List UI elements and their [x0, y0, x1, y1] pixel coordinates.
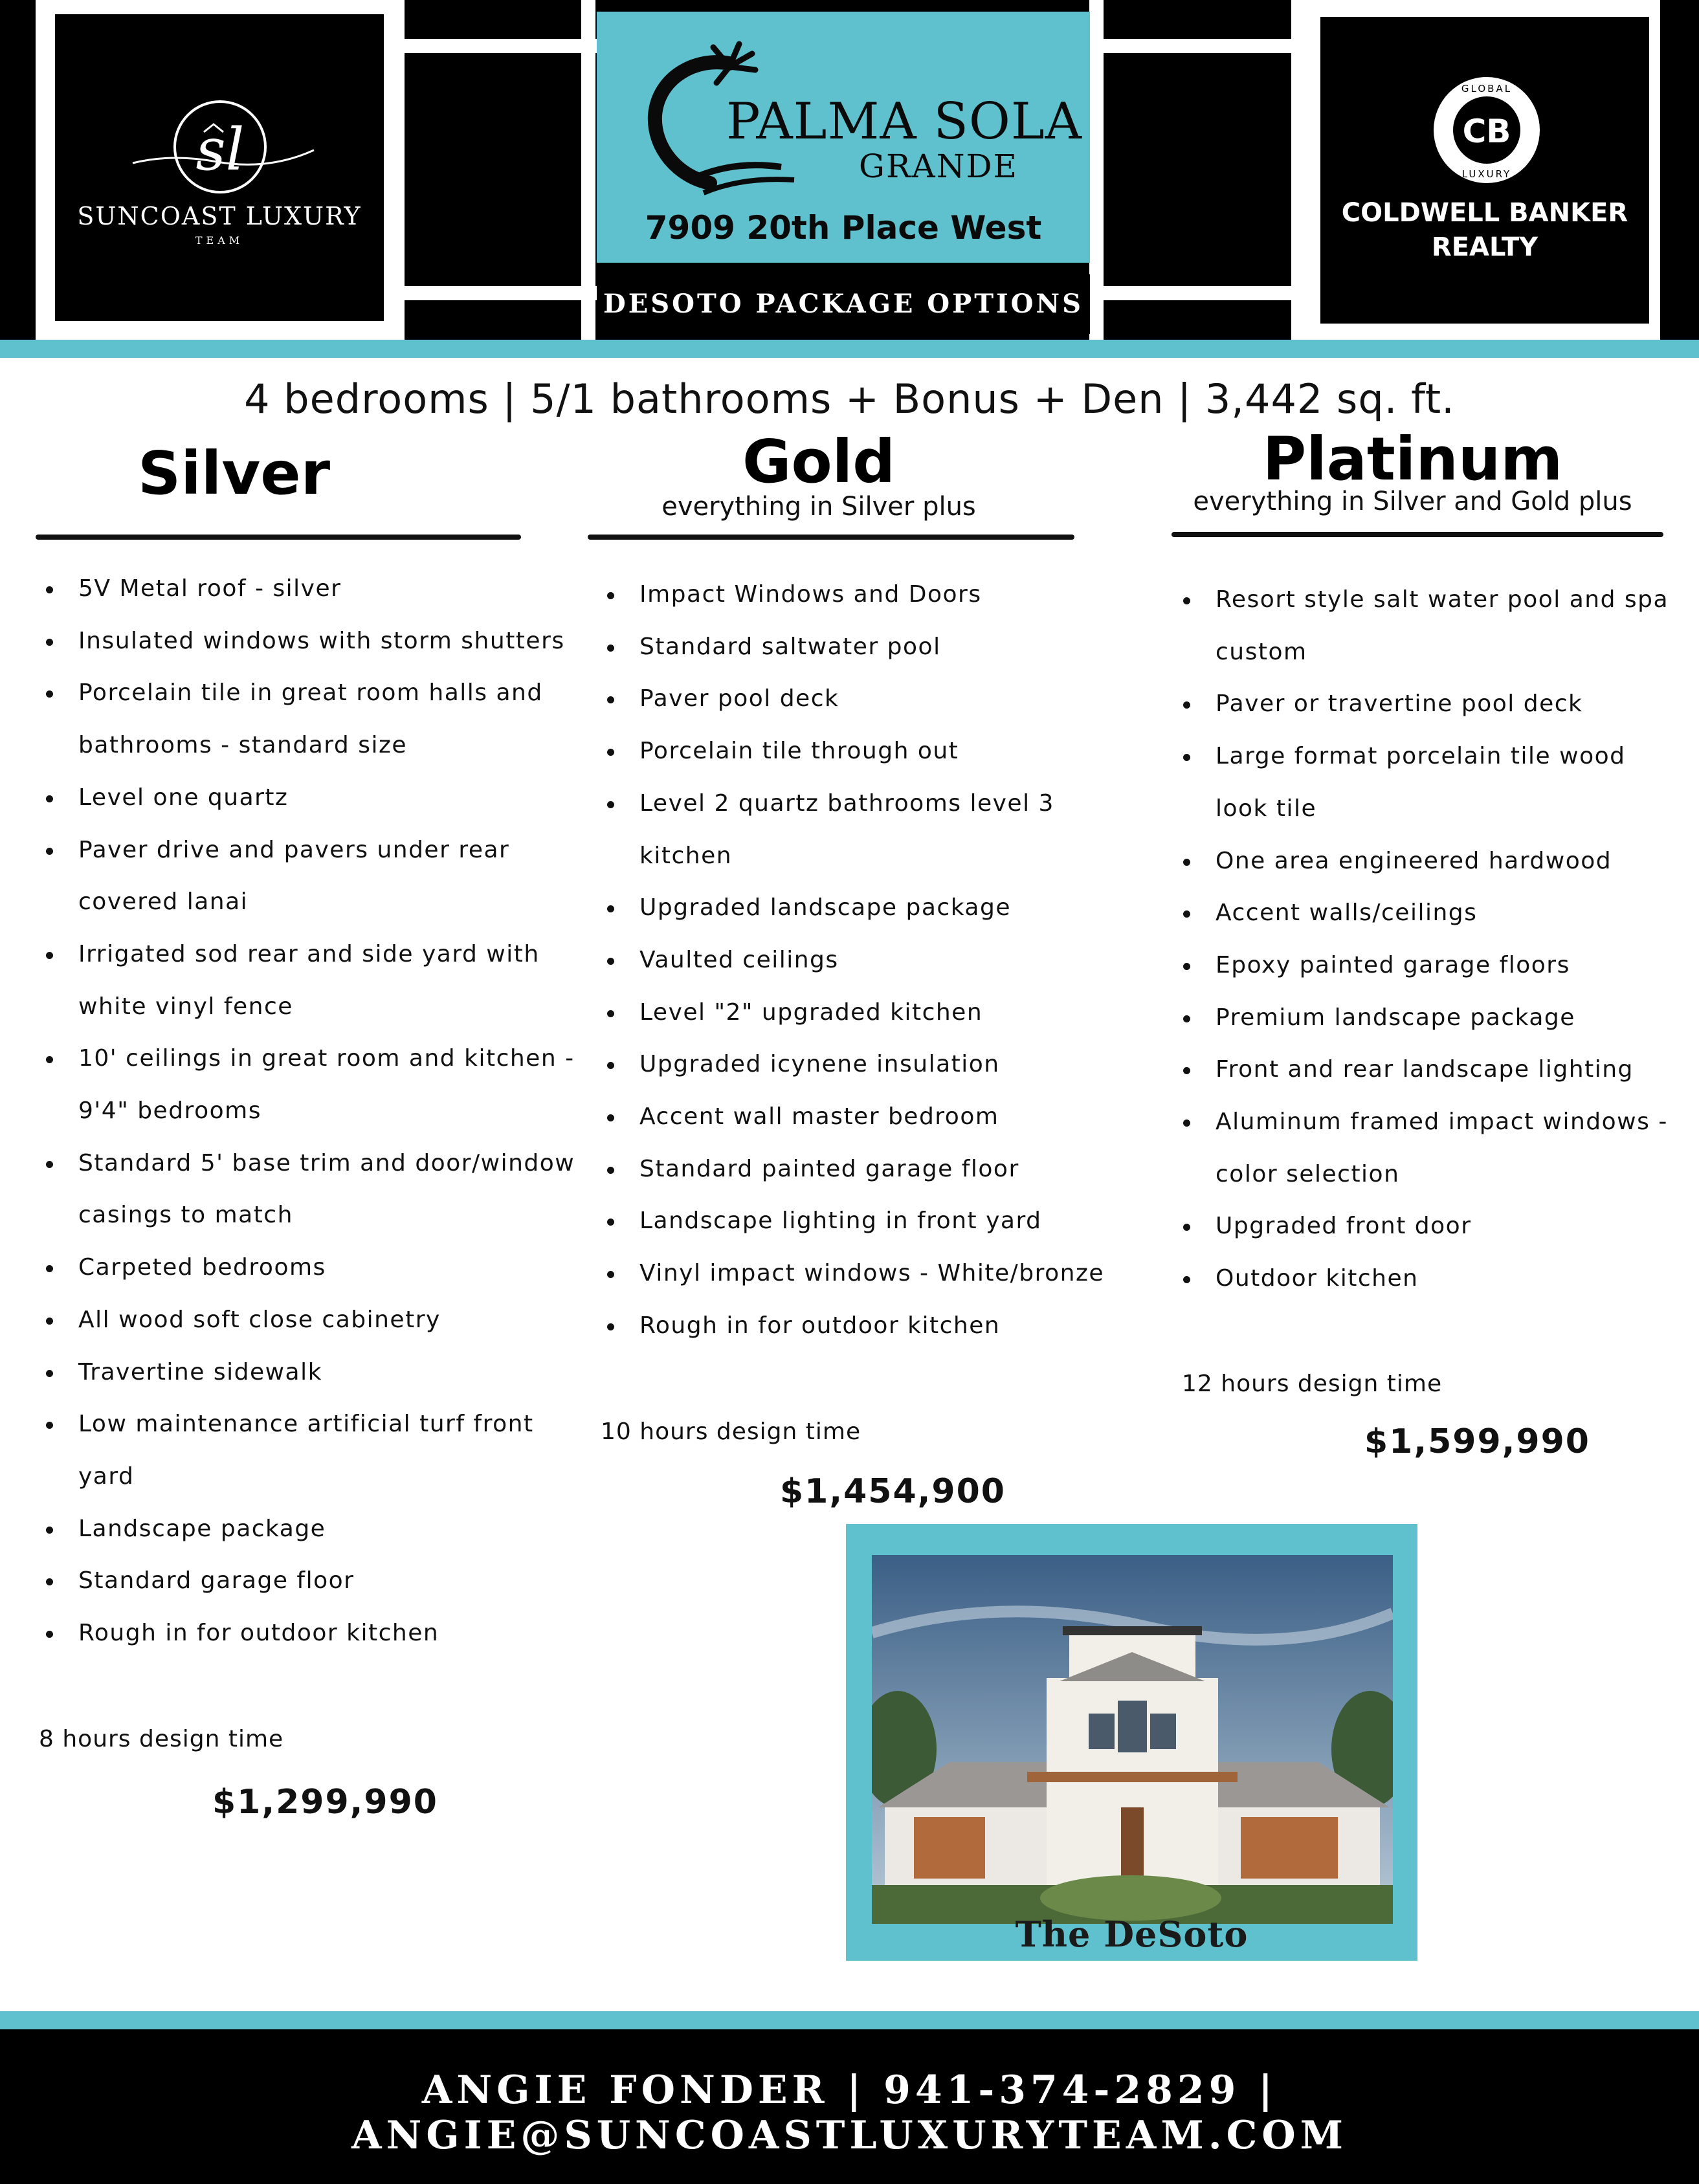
palma-sola-subname: GRANDE	[859, 148, 1019, 185]
list-item: Porcelain tile in great room halls and	[36, 667, 586, 720]
list-item: Epoxy painted garage floors	[1173, 940, 1691, 992]
list-item-continued: yard	[78, 1462, 135, 1490]
desoto-house-rendering	[872, 1555, 1393, 1924]
list-item: Vaulted ceilings	[597, 934, 1153, 987]
silver-price: $1,299,990	[212, 1783, 438, 1822]
seal-text-bottom: LUXURY	[1461, 168, 1512, 180]
suncoast-monogram-icon	[120, 85, 320, 215]
suncoast-name: SUNCOAST LUXURY	[77, 202, 362, 230]
list-item-continued: bathrooms - standard size	[78, 732, 408, 759]
list-item: Paver drive and pavers under rear	[36, 824, 586, 877]
list-item: Landscape lighting in front yard	[597, 1195, 1153, 1248]
list-item: Standard 5' base trim and door/window	[36, 1138, 586, 1190]
list-item: One area engineered hardwood	[1173, 835, 1691, 888]
list-item: Premium landscape package	[1173, 992, 1691, 1044]
list-item: Rough in for outdoor kitchen	[36, 1607, 586, 1660]
list-item: Upgraded front door	[1173, 1200, 1691, 1253]
list-item: Irrigated sod rear and side yard with	[36, 929, 586, 981]
tier-title-platinum: Platinum	[1262, 425, 1563, 494]
list-item: Landscape package	[36, 1503, 586, 1556]
silver-design-time: 8 hours design time	[39, 1726, 284, 1752]
gold-features-list	[597, 569, 1153, 1352]
suncoast-luxury-logo	[55, 14, 384, 321]
list-item: Carpeted bedrooms	[36, 1242, 586, 1294]
list-item: Impact Windows and Doors	[597, 569, 1153, 621]
silver-rule	[36, 535, 521, 540]
coldwell-banker-name: COLDWELL BANKER	[1341, 198, 1628, 228]
gold-subtitle: everything in Silver plus	[661, 492, 976, 522]
teal-divider-bottom	[0, 2011, 1699, 2029]
list-item: Travertine sidewalk	[36, 1347, 586, 1399]
list-item: Paver pool deck	[597, 673, 1153, 725]
teal-divider-top	[0, 340, 1699, 358]
platinum-design-time: 12 hours design time	[1182, 1371, 1443, 1397]
list-item: Insulated windows with storm shutters	[36, 615, 586, 668]
list-item-continued: casings to match	[78, 1202, 293, 1229]
list-item: Resort style salt water pool and spa	[1173, 574, 1691, 626]
home-stats: 4 bedrooms | 5/1 bathrooms + Bonus + Den | 3,442 sq. ft.	[244, 375, 1455, 423]
list-item: Level 2 quartz bathrooms level 3	[597, 778, 1153, 830]
tier-title-silver: Silver	[138, 439, 331, 508]
list-item: All wood soft close cabinetry	[36, 1294, 586, 1347]
platinum-rule	[1172, 532, 1663, 537]
tier-title-gold: Gold	[742, 427, 896, 496]
list-item: Standard painted garage floor	[597, 1143, 1153, 1196]
agent-contact: ANGIE FONDER | 941-374-2829 | ANGIE@SUNCOASTLUXURYTEAM.COM	[351, 2068, 1348, 2158]
list-item-continued: covered lanai	[78, 888, 249, 916]
list-item: Paver or travertine pool deck	[1173, 678, 1691, 731]
list-item: Vinyl impact windows - White/bronze	[597, 1248, 1153, 1300]
list-item: 5V Metal roof - silver	[36, 563, 586, 615]
list-item: Level "2" upgraded kitchen	[597, 987, 1153, 1039]
property-address: 7909 20th Place West	[645, 209, 1042, 247]
grid-line	[581, 0, 595, 340]
list-item-continued: look tile	[1216, 795, 1317, 822]
list-item: Porcelain tile through out	[597, 725, 1153, 778]
platinum-features-list	[1173, 574, 1691, 1305]
list-item: Aluminum framed impact windows -	[1173, 1096, 1691, 1149]
palma-sola-name: PALMA SOLA	[726, 93, 1082, 151]
gold-rule	[588, 535, 1074, 540]
list-item: Upgraded landscape package	[597, 882, 1153, 934]
list-item-continued: kitchen	[639, 842, 733, 869]
list-item-continued: white vinyl fence	[78, 993, 293, 1020]
list-item: Standard garage floor	[36, 1555, 586, 1607]
header-band	[0, 0, 1699, 340]
gold-design-time: 10 hours design time	[601, 1418, 861, 1445]
photo-caption: The DeSoto	[1015, 1914, 1249, 1955]
silver-features-list	[36, 563, 586, 1660]
seal-text-top: GLOBAL	[1461, 83, 1513, 94]
platinum-subtitle: everything in Silver and Gold plus	[1193, 487, 1632, 516]
list-item: Front and rear landscape lighting	[1173, 1044, 1691, 1096]
platinum-price: $1,599,990	[1364, 1422, 1590, 1461]
package-options-banner: DESOTO PACKAGE OPTIONS	[597, 274, 1090, 334]
list-item: Standard saltwater pool	[597, 621, 1153, 674]
list-item: Rough in for outdoor kitchen	[597, 1300, 1153, 1352]
list-item: Accent walls/ceilings	[1173, 887, 1691, 940]
list-item: Large format porcelain tile wood	[1173, 731, 1691, 783]
list-item: Level one quartz	[36, 772, 586, 824]
list-item: 10' ceilings in great room and kitchen -	[36, 1033, 586, 1085]
palma-sola-logo-panel	[597, 12, 1090, 263]
cb-monogram: CB	[1462, 113, 1511, 150]
cb-seal-icon	[1432, 75, 1542, 185]
list-item: Outdoor kitchen	[1173, 1253, 1691, 1305]
list-item-continued: color selection	[1216, 1160, 1400, 1187]
desoto-photo-frame	[846, 1524, 1417, 1961]
list-item-continued: custom	[1216, 638, 1307, 665]
gold-price: $1,454,900	[780, 1472, 1006, 1511]
list-item-continued: 9'4" bedrooms	[78, 1098, 261, 1125]
coldwell-banker-logo	[1320, 17, 1649, 324]
monogram-text: sl	[195, 116, 245, 184]
grid-line	[1089, 0, 1104, 340]
list-item: Accent wall master bedroom	[597, 1091, 1153, 1143]
list-item: Low maintenance artificial turf front	[36, 1398, 586, 1451]
suncoast-tagline: TEAM	[195, 234, 244, 247]
coldwell-banker-realty: REALTY	[1431, 232, 1538, 262]
list-item: Upgraded icynene insulation	[597, 1039, 1153, 1091]
